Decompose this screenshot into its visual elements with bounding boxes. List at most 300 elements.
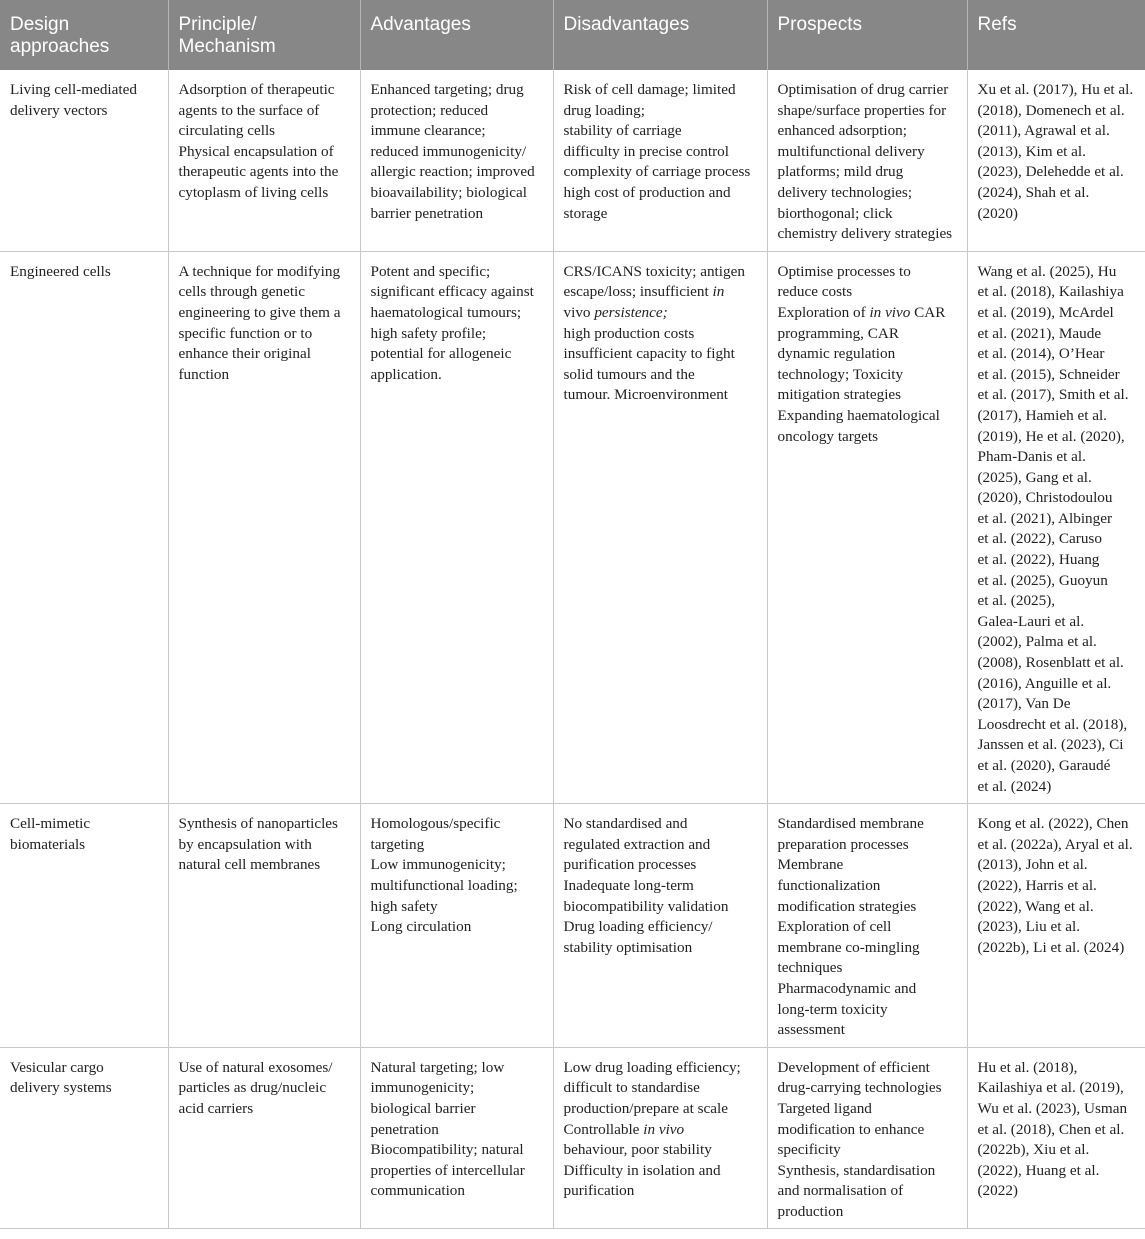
text-segment: drug-carrying technologies — [777, 1079, 942, 1097]
text-segment: solid tumours and the — [563, 365, 695, 383]
cell-line — [179, 1078, 352, 1099]
cell-prospects — [767, 251, 967, 803]
header-design-approaches — [0, 0, 168, 70]
text-segment: modification strategies — [777, 897, 917, 915]
text-segment: high safety — [370, 897, 438, 915]
cell-line — [179, 121, 352, 142]
cell-line — [10, 1058, 160, 1079]
text-segment: Physical encapsulation of — [178, 142, 334, 160]
text-segment: preparation processes — [777, 835, 909, 853]
text-segment: Optimisation of drug carrier — [777, 81, 949, 98]
cell-line — [978, 1161, 1138, 1182]
text-segment: et al. (2025), Guoyun — [977, 571, 1108, 589]
cell-line — [564, 1099, 759, 1120]
header-row — [0, 0, 1145, 70]
text-segment: delivery technologies; — [777, 183, 913, 201]
cell-line — [179, 365, 352, 386]
cell-line — [371, 814, 545, 835]
cell-line — [978, 694, 1138, 715]
text-segment: storage — [563, 204, 608, 222]
text-segment: Galea-Lauri et al. — [977, 612, 1085, 630]
text-segment: shape/surface properties for — [777, 101, 947, 119]
text-segment: agents to the surface of — [178, 101, 320, 119]
text-segment: biological barrier — [370, 1099, 476, 1117]
cell-line — [564, 80, 759, 101]
cell-line — [978, 1181, 1138, 1202]
text-segment: Development of efficient — [777, 1058, 930, 1076]
cell-line — [778, 204, 959, 225]
text-segment: et al. (2021), Maude — [977, 324, 1102, 342]
cell-line — [778, 224, 959, 245]
text-segment: Optimise processes to — [777, 262, 911, 280]
italic-text: persistence; — [590, 303, 668, 321]
text-segment: specificity — [777, 1141, 841, 1159]
text-segment: Inadequate long-term — [563, 876, 694, 894]
cell-line — [179, 814, 352, 835]
text-segment: penetration — [370, 1120, 439, 1138]
cell-disadvantages — [553, 1047, 767, 1229]
cell-line — [978, 612, 1138, 633]
cell-line — [978, 344, 1138, 365]
text-segment: Kong et al. (2022), Chen — [977, 815, 1129, 833]
text-segment: biomaterials — [10, 835, 86, 853]
text-segment: et al. (2021), Albinger — [977, 509, 1113, 527]
text-segment: Risk of cell damage; limited — [563, 81, 736, 98]
text-segment: circulating cells — [178, 122, 276, 140]
cell-line — [564, 101, 759, 122]
cell-line — [978, 183, 1138, 204]
cell-line — [778, 1099, 959, 1120]
cell-line — [371, 1181, 545, 1202]
text-segment: cells through genetic — [178, 283, 306, 301]
cell-line — [978, 674, 1138, 695]
cell-line — [179, 344, 352, 365]
text-segment: communication — [370, 1182, 465, 1200]
text-segment: Low immunogenicity; — [370, 856, 506, 874]
text-segment: Exploration of cell — [777, 918, 892, 936]
header-prospects — [767, 0, 967, 70]
italic-text: in — [712, 283, 725, 301]
cell-line — [10, 262, 160, 283]
cell-refs — [967, 804, 1145, 1048]
text-segment: reduce costs — [777, 283, 853, 301]
text-segment: delivery vectors — [10, 101, 108, 119]
cell-line — [371, 1120, 545, 1141]
text-segment: Wu et al. (2023), Usman — [977, 1099, 1128, 1117]
cell-line — [978, 406, 1138, 427]
text-segment: (2020) — [977, 204, 1018, 222]
cell-refs — [967, 251, 1145, 803]
header-line: Principle/ — [178, 14, 257, 35]
text-segment: production/prepare at scale — [563, 1099, 728, 1117]
text-segment: Loosdrecht et al. (2018), — [977, 715, 1128, 733]
text-segment: enhance their original — [178, 345, 311, 363]
cell-line — [179, 142, 352, 163]
text-segment: Kailashiya et al. (2019), — [977, 1079, 1124, 1097]
cell-line — [778, 427, 959, 448]
text-segment: membrane co-mingling — [777, 938, 920, 956]
cell-line — [179, 1099, 352, 1120]
cell-line — [564, 282, 759, 303]
text-segment: biocompatibility validation — [563, 897, 729, 915]
text-segment: (2019), He et al. (2020), — [977, 427, 1125, 445]
cell-line — [978, 756, 1138, 777]
text-segment: function — [178, 365, 230, 383]
text-segment: production — [777, 1202, 844, 1220]
text-segment: et al. (2024) — [977, 777, 1052, 795]
cell-line — [179, 80, 352, 101]
cell-line — [978, 653, 1138, 674]
cell-line — [778, 1078, 959, 1099]
text-segment: dynamic regulation — [777, 345, 896, 363]
cell-line — [371, 1161, 545, 1182]
cell-line — [778, 1120, 959, 1141]
text-segment: immunogenicity; — [370, 1079, 475, 1097]
cell-line — [978, 1120, 1138, 1141]
header-line: Advantages — [370, 14, 471, 35]
header-line: Prospects — [777, 14, 862, 35]
text-segment: complexity of carriage process — [563, 163, 751, 181]
text-segment: (2016), Anguille et al. — [977, 674, 1112, 692]
cell-line — [371, 142, 545, 163]
text-segment: difficult to standardise — [563, 1079, 700, 1097]
text-segment: platforms; mild drug — [777, 163, 904, 181]
cell-line — [564, 814, 759, 835]
cell-line — [564, 835, 759, 856]
text-segment: Cell-mimetic — [10, 815, 91, 833]
cell-line — [371, 183, 545, 204]
table-row — [0, 804, 1145, 1048]
cell-line — [778, 101, 959, 122]
cell-line — [564, 1078, 759, 1099]
cell-line — [564, 897, 759, 918]
header-line: Refs — [977, 14, 1017, 35]
header-line: Design — [10, 14, 70, 35]
text-segment: Natural targeting; low — [370, 1058, 505, 1076]
text-segment: Enhanced targeting; drug — [370, 81, 524, 98]
text-segment: (2011), Agrawal et al. — [977, 122, 1110, 140]
cell-line — [778, 814, 959, 835]
text-segment: et al. (2019), McArdel — [977, 303, 1114, 321]
text-segment: purification processes — [563, 856, 697, 874]
header-line: approaches — [10, 36, 110, 57]
text-segment: (2025), Gang et al. — [977, 468, 1092, 486]
cell-line — [179, 835, 352, 856]
text-segment: biorthogonal; click — [777, 204, 893, 222]
text-segment: et al. (2018), Kailashiya — [977, 283, 1124, 301]
text-segment: CRS/ICANS toxicity; antigen — [563, 262, 745, 280]
text-segment: (2022) — [977, 1182, 1018, 1200]
text-segment: et al. (2022), Huang — [977, 551, 1100, 569]
cell-line — [564, 855, 759, 876]
text-segment: engineering to give them a — [178, 303, 341, 321]
cell-line — [10, 1078, 160, 1099]
text-segment: and normalisation of — [777, 1182, 904, 1200]
text-segment: stability of carriage — [563, 122, 682, 140]
text-segment: assessment — [777, 1021, 845, 1039]
text-segment: Xu et al. (2017), Hu et al. — [977, 81, 1134, 98]
cell-advantages — [360, 1047, 553, 1229]
cell-advantages — [360, 804, 553, 1048]
text-segment: natural cell membranes — [178, 856, 321, 874]
cell-line — [179, 262, 352, 283]
cell-line — [978, 814, 1138, 835]
cell-line — [371, 365, 545, 386]
text-segment: reduced immunogenicity/ — [370, 142, 527, 160]
cell-line — [564, 262, 759, 283]
cell-line — [564, 385, 759, 406]
cell-prospects — [767, 1047, 967, 1229]
cell-line — [978, 80, 1138, 101]
cell-line — [778, 121, 959, 142]
cell-line — [978, 735, 1138, 756]
text-segment: (2023), Liu et al. — [977, 918, 1080, 936]
text-segment: delivery systems — [10, 1079, 112, 1097]
cell-line — [978, 1078, 1138, 1099]
cell-line — [778, 1161, 959, 1182]
cell-line — [978, 262, 1138, 283]
text-segment: et al. (2022a), Aryal et al. — [977, 835, 1133, 853]
cell-design-approach — [0, 70, 168, 251]
cell-prospects — [767, 804, 967, 1048]
cell-advantages — [360, 251, 553, 803]
cell-principle — [168, 251, 360, 803]
cell-line — [179, 282, 352, 303]
cell-line — [10, 814, 160, 835]
text-segment: drug loading; — [563, 101, 645, 119]
text-segment: enhanced adsorption; — [777, 122, 907, 140]
cell-line — [778, 183, 959, 204]
text-segment: multifunctional loading; — [370, 876, 518, 894]
text-segment: (2022b), Li et al. (2024) — [977, 938, 1125, 956]
text-segment: Difficulty in isolation and — [563, 1161, 721, 1179]
cell-line — [564, 1161, 759, 1182]
text-segment: potential for allogeneic — [370, 345, 512, 363]
cell-line — [978, 303, 1138, 324]
text-segment: tumour. Microenvironment — [563, 386, 729, 404]
text-segment: (2022), Huang et al. — [977, 1161, 1100, 1179]
text-segment: modification to enhance — [777, 1120, 925, 1138]
cell-line — [564, 917, 759, 938]
cell-line — [778, 303, 959, 324]
header-line: Mechanism — [178, 36, 276, 57]
table-body — [0, 70, 1145, 1229]
text-segment: CAR — [910, 303, 946, 321]
text-segment: specific function or to — [178, 324, 313, 342]
cell-line — [978, 897, 1138, 918]
cell-line — [978, 101, 1138, 122]
text-segment: Targeted ligand — [777, 1099, 872, 1117]
cell-line — [978, 571, 1138, 592]
text-segment: A technique for modifying — [178, 262, 341, 280]
cell-line — [371, 204, 545, 225]
cell-line — [978, 324, 1138, 345]
cell-line — [778, 1202, 959, 1223]
cell-line — [778, 324, 959, 345]
cell-line — [778, 917, 959, 938]
italic-text: in vivo — [869, 303, 911, 321]
cell-line — [978, 121, 1138, 142]
cell-line — [564, 183, 759, 204]
text-segment: Potent and specific; — [370, 262, 491, 280]
cell-principle — [168, 804, 360, 1048]
cell-line — [978, 488, 1138, 509]
cell-line — [778, 835, 959, 856]
text-segment: purification — [563, 1182, 635, 1200]
text-segment: (2018), Domenech et al. — [977, 101, 1125, 119]
text-segment: (2013), John et al. — [977, 856, 1088, 874]
cell-line — [371, 855, 545, 876]
cell-disadvantages — [553, 70, 767, 251]
text-segment: technology; Toxicity — [777, 365, 904, 383]
text-segment: haematological tumours; — [370, 303, 522, 321]
cell-line — [978, 529, 1138, 550]
text-segment: bioavailability; biological — [370, 183, 527, 201]
cell-line — [371, 80, 545, 101]
cell-line — [778, 365, 959, 386]
cell-line — [371, 1099, 545, 1120]
text-segment: Drug loading efficiency/ — [563, 918, 713, 936]
cell-line — [978, 550, 1138, 571]
text-segment: mitigation strategies — [777, 386, 902, 404]
cell-line — [179, 183, 352, 204]
text-segment: Biocompatibility; natural — [370, 1141, 524, 1159]
text-segment: Long circulation — [370, 918, 472, 936]
text-segment: acid carriers — [178, 1099, 254, 1117]
cell-line — [564, 1140, 759, 1161]
cell-line — [564, 324, 759, 345]
cell-line — [371, 897, 545, 918]
cell-line — [978, 917, 1138, 938]
text-segment: Homologous/specific — [370, 815, 501, 833]
cell-line — [179, 162, 352, 183]
text-segment: (2022), Wang et al. — [977, 897, 1094, 915]
text-segment: regulated extraction and — [563, 835, 711, 853]
text-segment: (2022), Harris et al. — [977, 876, 1097, 894]
cell-line — [778, 142, 959, 163]
cell-line — [371, 835, 545, 856]
cell-line — [778, 262, 959, 283]
text-segment: by encapsulation with — [178, 835, 312, 853]
text-segment: Living cell-mediated — [10, 81, 137, 98]
cell-line — [564, 162, 759, 183]
cell-line — [371, 262, 545, 283]
cell-line — [978, 1058, 1138, 1079]
cell-line — [978, 1099, 1138, 1120]
text-segment: Exploration of — [777, 303, 870, 321]
text-segment: No standardised and — [563, 815, 688, 833]
cell-design-approach — [0, 1047, 168, 1229]
cell-line — [179, 855, 352, 876]
cell-line — [778, 282, 959, 303]
text-segment: high cost of production and — [563, 183, 731, 201]
cell-design-approach — [0, 251, 168, 803]
text-segment: properties of intercellular — [370, 1161, 525, 1179]
table-row — [0, 251, 1145, 803]
cell-line — [564, 876, 759, 897]
cell-line — [371, 282, 545, 303]
cell-line — [371, 1078, 545, 1099]
text-segment: high safety profile; — [370, 324, 487, 342]
text-segment: Pharmacodynamic and — [777, 979, 917, 997]
cell-line — [371, 1140, 545, 1161]
cell-line — [179, 303, 352, 324]
text-segment: Low drug loading efficiency; — [563, 1058, 741, 1076]
table-row — [0, 70, 1145, 251]
text-segment: therapeutic agents into the — [178, 163, 339, 181]
text-segment: multifunctional delivery — [777, 142, 925, 160]
text-segment: targeting — [370, 835, 425, 853]
text-segment: cytoplasm of living cells — [178, 183, 329, 201]
text-segment: protection; reduced — [370, 101, 489, 119]
text-segment: Vesicular cargo — [10, 1058, 104, 1076]
text-segment: Engineered cells — [10, 262, 111, 280]
text-segment: long-term toxicity — [777, 1000, 888, 1018]
cell-line — [778, 958, 959, 979]
cell-line — [778, 344, 959, 365]
cell-line — [978, 509, 1138, 530]
cell-line — [978, 385, 1138, 406]
text-segment: et al. (2018), Chen et al. — [977, 1120, 1125, 1138]
cell-line — [778, 876, 959, 897]
cell-principle — [168, 70, 360, 251]
text-segment: (2023), Delehedde et al. — [977, 163, 1124, 181]
cell-line — [564, 1120, 759, 1141]
text-segment: et al. (2025), — [977, 592, 1056, 610]
text-segment: high production costs — [563, 324, 695, 342]
text-segment: (2020), Christodoulou — [977, 489, 1113, 507]
text-segment: chemistry delivery strategies — [777, 225, 953, 243]
cell-line — [978, 427, 1138, 448]
header-principle-mechanism — [168, 0, 360, 70]
text-segment: Membrane — [777, 856, 844, 874]
text-segment: (2017), Van De — [977, 695, 1071, 713]
text-segment: et al. (2014), O’Hear — [977, 345, 1105, 363]
cell-line — [778, 1000, 959, 1021]
cell-line — [978, 365, 1138, 386]
text-segment: oncology targets — [777, 427, 879, 445]
cell-line — [978, 142, 1138, 163]
cell-line — [371, 917, 545, 938]
cell-line — [371, 344, 545, 365]
text-segment: techniques — [777, 959, 843, 977]
cell-line — [778, 1140, 959, 1161]
header-advantages — [360, 0, 553, 70]
text-segment: application. — [370, 365, 442, 383]
cell-line — [179, 1058, 352, 1079]
text-segment: Wang et al. (2025), Hu — [977, 262, 1117, 280]
header-line: Disadvantages — [563, 14, 690, 35]
cell-line — [978, 468, 1138, 489]
text-segment: Synthesis, standardisation — [777, 1161, 936, 1179]
cell-line — [179, 101, 352, 122]
cell-advantages — [360, 70, 553, 251]
cell-line — [978, 715, 1138, 736]
cell-line — [564, 303, 759, 324]
cell-line — [778, 979, 959, 1000]
cell-line — [564, 121, 759, 142]
cell-line — [978, 632, 1138, 653]
text-segment: (2013), Kim et al. — [977, 142, 1086, 160]
text-segment: Expanding haematological — [777, 406, 940, 424]
cell-line — [564, 365, 759, 386]
cell-line — [371, 121, 545, 142]
cell-line — [778, 855, 959, 876]
cell-line — [778, 1020, 959, 1041]
cell-line — [978, 876, 1138, 897]
header-refs — [967, 0, 1145, 70]
cell-line — [564, 344, 759, 365]
